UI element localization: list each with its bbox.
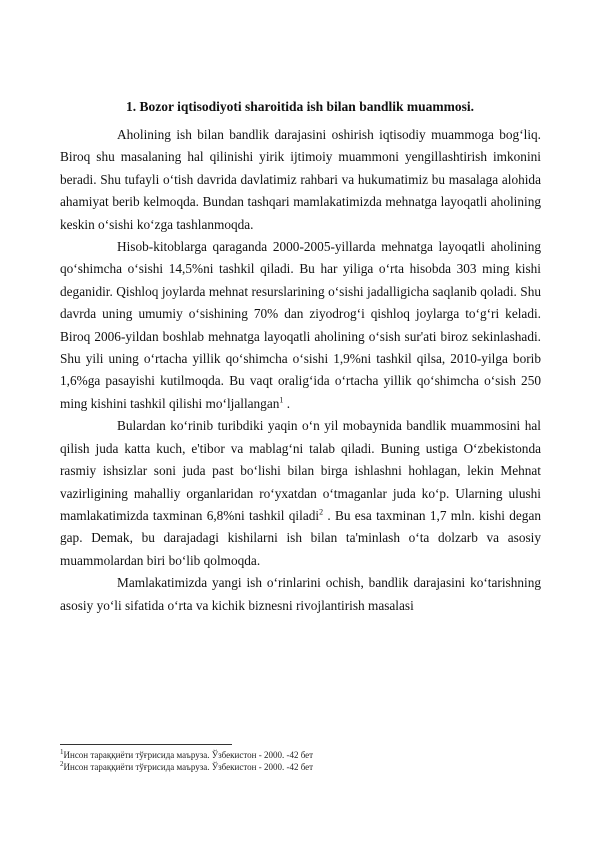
footnote-2	[60, 761, 480, 773]
footnotes	[60, 749, 480, 773]
footnote-1	[60, 749, 480, 761]
footnote-divider	[60, 744, 232, 745]
paragraph-tail: .	[283, 395, 291, 411]
page-title: 1. Bozor iqtisodiyoti sharoitida ish bilan bandlik muammosi.	[126, 99, 474, 114]
footnote-mark: 1	[60, 748, 64, 756]
footnote-ref-1[interactable]: 1	[279, 395, 284, 405]
footnote-text: Инсон тараққиёти тўғрисида маъруза. Ўзбекистон - 2000. -42 бет	[63, 750, 314, 760]
paragraph-text: Bulardan ko‘rinib turibdiki yaqin o‘n yil mobaynida bandlik muammosini hal qilish juda katta kuch, e'tibor va mablag‘ni talab qiladi. Buning ustiga O‘zbekistonda rasmiy ishsizlar soni juda past bo‘lishi bilan birga ishlashni hohlagan, lekin Mehnat vazirligining mahalliy organlaridan ro‘yxatdan o‘tmaganlar juda ko‘p. Ularning ulushi mamlakatimizda taxminan 6,8%ni tashkil qiladi	[60, 418, 541, 523]
paragraph-text: Aholining ish bilan bandlik darajasini oshirish iqtisodiy muammoga bog‘liq. Biroq shu masalaning hal qilinishi yirik ijtimoiy muammoni yengillashtirish imkonini beradi. Shu tufayli o‘tish davrida davlatimiz rahbari va hukumatimiz bu masalaga alohida ahamiyat berib kelmoqda. Bundan tashqari mamlakatimizda mehnatga layoqatli aholining keskin o‘sishi ko‘zga tashlanmoqda.	[60, 127, 541, 232]
paragraph-3	[60, 415, 541, 572]
paragraph-text: Mamlakatimizda yangi ish o‘rinlarini ochish, bandlik darajasini ko‘tarishning asosiy yo‘li sifatida o‘rta va kichik biznesni rivojlantirish masalasi	[60, 575, 541, 613]
paragraph-text: Hisob-kitoblarga qaraganda 2000-2005-yillarda mehnatga layoqatli aholining qo‘shimcha o‘sishi 14,5%ni tashkil qiladi. Bu har yiliga o‘rta hisobda 303 ming kishi deganidir. Qishloq joylarda mehnat resurslarining o‘sishi jadalligicha saqlanib qoladi. Shu davrda uning umumiy o‘sishining 70% dan ziyodrog‘i qishloq joylarga to‘g‘ri keladi. Biroq 2006-yildan boshlab mehnatga layoqatli aholining o‘sish sur'ati biroz sekinlashadi. Shu yili uning o‘rtacha yillik qo‘shimcha o‘sishi 1,9%ni tashkil qilsa, 2010-yilga borib 1,6%ga pasayishi kutilmoqda. Bu vaqt oralig‘ida o‘rtacha yillik qo‘shimcha o‘sish 250 ming kishini tashkil qilishi mo‘ljallangan	[60, 239, 541, 411]
footnote-mark: 2	[60, 760, 64, 768]
document-body	[60, 124, 541, 617]
footnote-text: Инсон тараққиёти тўғрисида маъруза. Ўзбекистон - 2000. -42 бет	[63, 762, 314, 772]
paragraph-1	[60, 124, 541, 236]
paragraph-4	[60, 572, 541, 617]
footnote-ref-2[interactable]: 2	[319, 507, 324, 517]
paragraph-tail: . Bu esa taxminan 1,7 mln. kishi degan gap. Demak, bu darajadagi kishilarni ish bilan ta'minlash o‘ta dolzarb va asosiy muammolardan biri bo‘lib qolmoqda.	[60, 507, 541, 568]
paragraph-2	[60, 236, 541, 415]
